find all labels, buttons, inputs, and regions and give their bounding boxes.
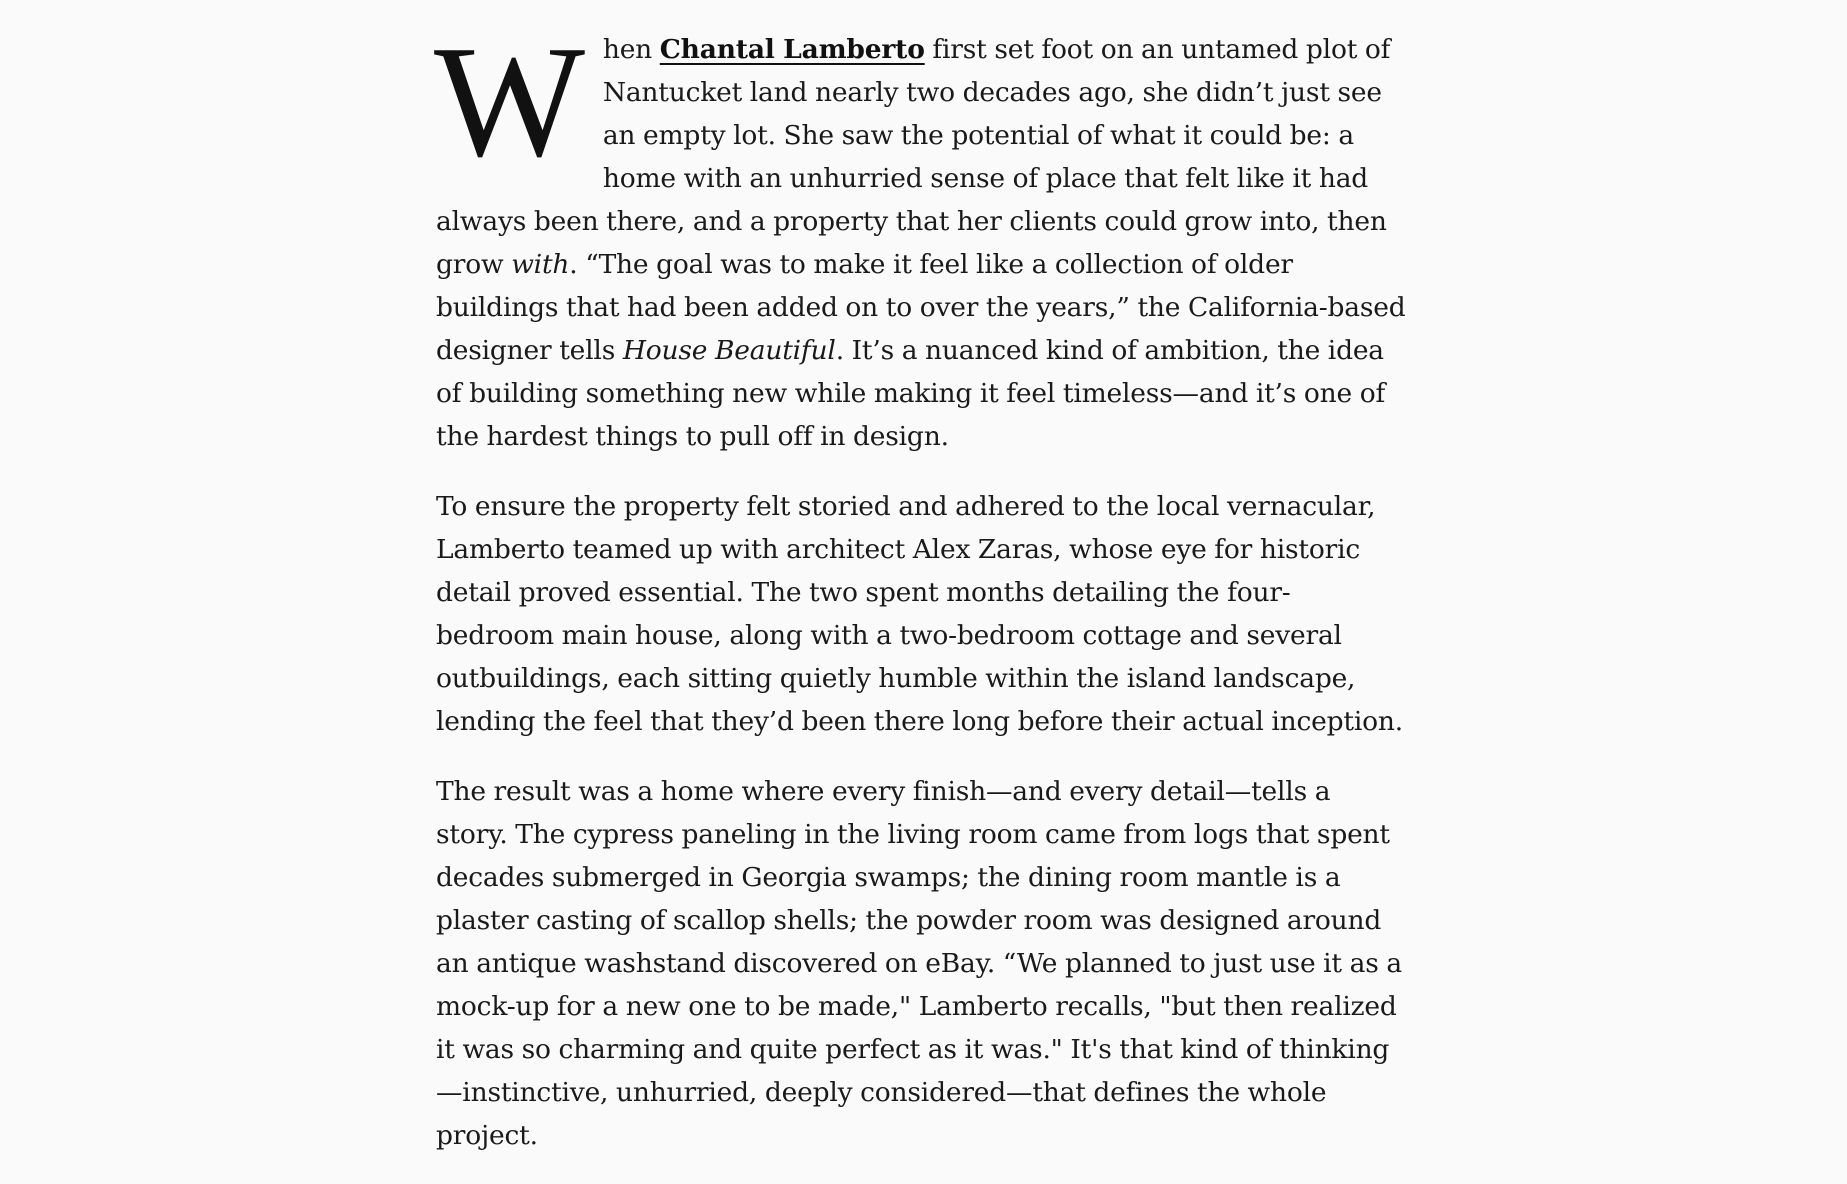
paragraph-1-text-c: . “The goal was to make it feel like a collection of older buildings that had been added on to over the years,” the California-based designer tells [436,249,1406,366]
paragraph-1 [434,12,1406,458]
designer-link[interactable]: Chantal Lamberto [659,34,925,65]
paragraph-2: To ensure the property felt storied and adhered to the local vernacular, Lamberto teamed up with architect Alex Zaras, whose eye for historic detail proved essential. The two spent months detailing the four-bedroom main house, along with a two-bedroom cottage and several outbuildings, each sitting quietly humble within the island landscape, lending the feel that they’d been there long before their actual inception. [436,491,1403,737]
paragraph-1-text-a: hen [602,34,660,65]
paragraph-1-text-b: first set foot on an untamed plot of Nantucket land nearly two decades ago, she didn’t just see an empty lot. She saw the potential of what it could be: a home with an unhurried sense of place that felt like it had always been there, and a property that her clients could grow into, then grow [436,34,1391,280]
publication-name: House Beautiful [622,335,836,366]
emphasis-with: with [511,249,570,280]
paragraph-1-text-d: . It’s a nuanced kind of ambition, the idea of building something new while making it feel timeless—and it’s one of the hardest things to pull off in design. [436,335,1386,452]
article-body [434,12,1406,1184]
paragraph-3: The result was a home where every finish—and every detail—tells a story. The cypress paneling in the living room came from logs that spent decades submerged in Georgia swamps; the dining room mantle is a plaster casting of scallop shells; the powder room was designed around an antique washstand discovered on eBay. “We planned to just use it as a mock-up for a new one to be made," Lamberto recalls, "but then realized it was so charming and quite perfect as it was." It's that kind of thinking—instinctive, unhurried, deeply considered—that defines the whole project. [436,776,1402,1151]
drop-cap: W [434,12,585,190]
